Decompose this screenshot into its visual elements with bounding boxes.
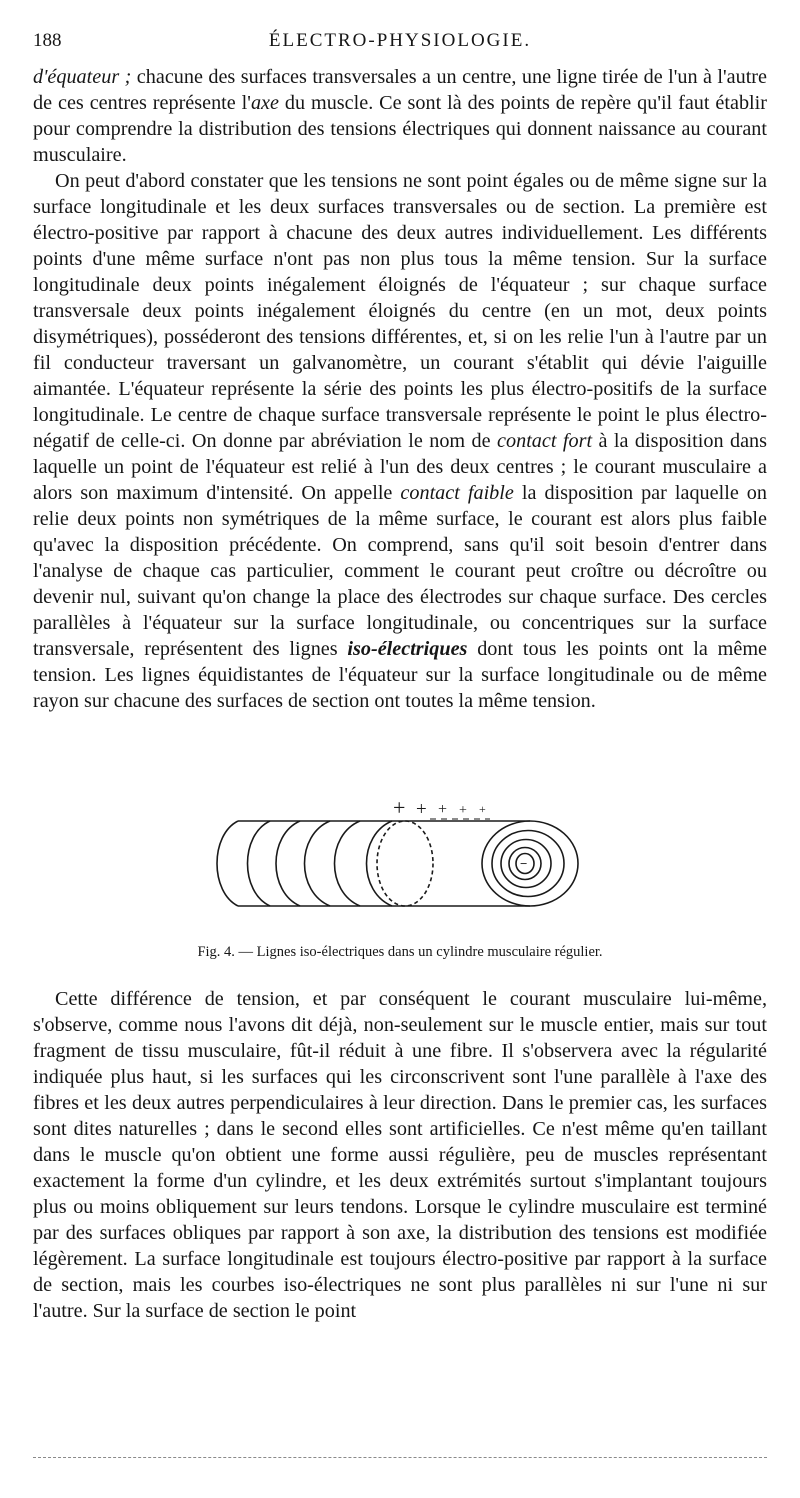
iso-line-3 — [305, 821, 331, 906]
section-minus-sign: − — [520, 856, 528, 871]
term-axis: axe — [250, 92, 279, 114]
bottom-dotted-rule — [33, 1457, 767, 1458]
text-block-top — [33, 64, 767, 714]
paragraph-1 — [33, 64, 767, 168]
term-equator: d'équateur ; — [33, 66, 132, 88]
plus-sign-1: + — [393, 795, 406, 820]
paragraph-2-text-b: à la disposition dans laquelle un point de l'équateur est relié à l'un des deux centres ; le courant musculaire a alors son maximum d'intensité. On appelle — [33, 430, 767, 504]
paragraph-1-text-a: chacune des surfaces transversales a un centre, une ligne tirée de l'un à l'autre de ces centres représente l' — [33, 66, 767, 114]
iso-line-2 — [276, 821, 300, 906]
section-ring-1 — [492, 831, 564, 897]
plus-sign-2: + — [416, 799, 427, 820]
paragraph-2-text-d: dont tous les points ont la même tension. Les lignes équidistantes de l'équateur sur la surface longitudinale ou de même rayon sur chacune des surfaces de section ont toutes la même tension. — [33, 638, 767, 712]
term-weak-contact: contact faible — [400, 482, 514, 504]
cylinder-left-end — [217, 821, 238, 906]
figure-iso-electric-cylinder — [200, 795, 610, 925]
paragraph-2-text-c: la disposition par laquelle on relie deux points non symétriques de la même surface, le courant est alors plus faible qu'avec la disposition précédente. On comprend, sans qu'il soit besoin d'entrer dans l'analyse de chaque cas particulier, comment le courant peut croître ou décroître ou devenir nul, suivant qu'on change la place des électrodes sur chaque surface. Des cercles parallèles à l'équateur sur la surface longitudinale, ou concentriques sur la surface transversale, représentent des lignes — [33, 482, 767, 660]
figure-caption: Fig. 4. — Lignes iso-électriques dans un cylindre musculaire régulier. — [197, 944, 603, 960]
page-number: 188 — [33, 30, 62, 51]
cylinder-diagram — [200, 795, 610, 925]
paragraph-2 — [33, 168, 767, 714]
paragraph-2-text-a: On peut d'abord constater que les tensions ne sont point égales ou de même signe sur la surface longitudinale et les deux surfaces transversales ou de section. La première est électro-positive par rapport à chacune des deux autres individuellement. Les différents points d'une même surface n'ont pas non plus tous la même tension. Sur la surface longitudinale deux points inégalement éloignés de l'équateur ; sur chaque surface transversale deux points inégalement éloignés du centre (en un mot, deux points disymétriques), posséderont des tensions différentes, et, si on les relie l'un à l'autre par un fil conducteur traversant un galvanomètre, un courant s'établit qui dévie l'aiguille aimantée. L'équateur représente la série des points les plus électro-positifs de la surface longitudinale. Le centre de chaque surface transversale représente le point le plus électro-négatif de celle-ci. On donne par abréviation le nom de — [33, 170, 767, 452]
term-strong-contact: contact fort — [497, 430, 593, 452]
plus-sign-3: + — [438, 801, 448, 818]
plus-sign-5: + — [479, 802, 486, 816]
iso-line-1 — [248, 821, 271, 906]
iso-line-5 — [367, 821, 393, 906]
running-title: ÉLECTRO-PHYSIOLOGIE. — [268, 30, 532, 51]
running-head — [33, 30, 767, 58]
text-block-bottom — [33, 986, 767, 1324]
term-iso-electric: iso-électriques — [347, 638, 468, 660]
plus-sign-4: + — [459, 803, 467, 818]
paragraph-3: Cette différence de tension, et par conséquent le courant musculaire lui-même, s'observe, comme nous l'avons dit déjà, non-seulement sur le muscle entier, mais sur tout fragment de tissu musculaire, fût-il réduit à une fibre. Il s'observera avec la régularité indiquée plus haut, si les surfaces qui les circonscrivent sont l'une parallèle à l'axe des fibres et les deux autres perpendiculaires à leur direction. Dans le premier cas, les surfaces sont dites naturelles ; dans le second elles sont artificielles. Ce n'est même qu'en taillant dans le muscle qu'on obtient une forme aussi régulière, peu de muscles représentant exactement la forme d'un cylindre, et les deux extrémités surtout s'implantant toujours plus ou moins obliquement sur leurs tendons. Lorsque le cylindre musculaire est terminé par des surfaces obliques par rapport à son axe, la distribution des tensions est modifiée légèrement. La surface longitudinale est toujours électro-positive par rapport à la surface de section, mais les courbes iso-électriques ne sont plus parallèles ni sur l'une ni sur l'autre. Sur la surface de section le point — [33, 988, 767, 1322]
iso-line-4 — [335, 821, 361, 906]
paragraph-1-text-b: du muscle. Ce sont là des points de repère qu'il faut établir pour comprendre la distribution des tensions électriques qui donnent naissance au courant musculaire. — [33, 92, 767, 166]
equator-line — [377, 821, 433, 906]
